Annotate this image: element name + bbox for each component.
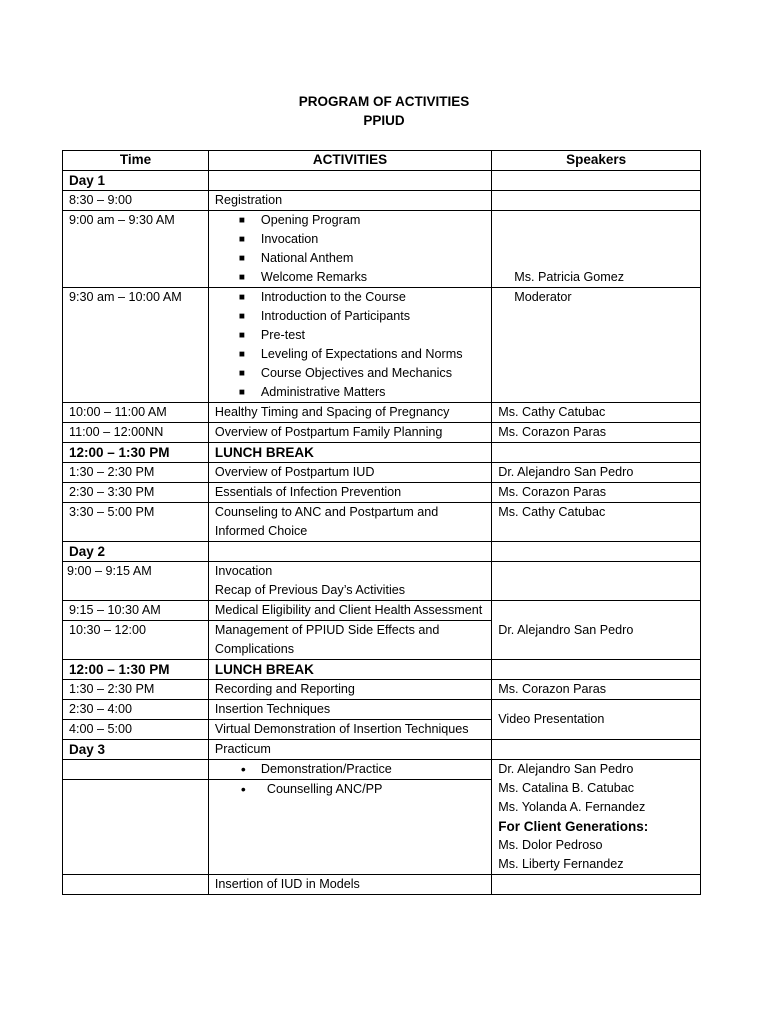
client-heading: For Client Generations: (498, 819, 649, 834)
activity-cell: Overview of Postpartum IUD (208, 463, 491, 483)
activity-cell (208, 780, 491, 875)
time-cell: 9:30 am – 10:00 AM (63, 288, 209, 403)
day-row (63, 171, 701, 191)
activity-cell (208, 760, 491, 780)
activity-cell: Management of PPIUD Side Effects and Complications (208, 621, 491, 660)
activity-cell: Recording and Reporting (208, 680, 491, 700)
time-cell: 2:30 – 4:00 (63, 700, 209, 720)
table-row (63, 875, 701, 895)
time-cell: 10:30 – 12:00 (63, 621, 209, 660)
header-speakers: Speakers (492, 151, 701, 171)
speaker-name: Ms. Patricia Gomez (514, 270, 625, 284)
speaker-cell (492, 211, 701, 288)
time-cell: 9:00 – 9:15 AM (63, 562, 209, 601)
time-cell: 11:00 – 12:00NN (63, 423, 209, 443)
activity-list (215, 288, 485, 402)
list-item: ■ Course Objectives and Mechanics (239, 364, 485, 383)
activity-line: Invocation (214, 564, 273, 578)
activity-cell: Insertion Techniques (208, 700, 491, 720)
activity-cell: LUNCH BREAK (208, 443, 491, 463)
time-cell: 9:15 – 10:30 AM (63, 601, 209, 621)
list-item: ■ Opening Program (239, 211, 485, 230)
activity-cell: Registration (208, 191, 491, 211)
day-label: Day 1 (63, 171, 209, 191)
speaker-cell: Ms. Cathy Catubac (492, 503, 701, 542)
table-row (63, 660, 701, 680)
speaker-name: Ms. Yolanda A. Fernandez (498, 800, 646, 814)
time-cell: 9:00 am – 9:30 AM (63, 211, 209, 288)
header-row (63, 151, 701, 171)
activity-cell: Counseling to ANC and Postpartum and Informed Choice (208, 503, 491, 542)
time-cell: 12:00 – 1:30 PM (63, 660, 209, 680)
speaker-cell (492, 288, 701, 403)
table-row (63, 423, 701, 443)
speaker-cell: Ms. Corazon Paras (492, 680, 701, 700)
program-table (62, 150, 701, 895)
activity-cell: Medical Eligibility and Client Health Assessment (208, 601, 491, 621)
table-row (63, 443, 701, 463)
table-row (63, 760, 701, 780)
table-row (63, 211, 701, 288)
header-time: Time (63, 151, 209, 171)
day-row (63, 740, 701, 760)
table-row (63, 503, 701, 542)
time-cell: 1:30 – 2:30 PM (63, 463, 209, 483)
activity-list (215, 211, 485, 287)
speaker-cell: Video Presentation (492, 700, 701, 740)
speaker-cell: Dr. Alejandro San Pedro (492, 463, 701, 483)
activity-cell (208, 288, 491, 403)
speaker-name: Ms. Liberty Fernandez (498, 857, 624, 871)
table-row (63, 403, 701, 423)
header-activities: ACTIVITIES (208, 151, 491, 171)
activity-cell: Overview of Postpartum Family Planning (208, 423, 491, 443)
time-cell: 10:00 – 11:00 AM (63, 403, 209, 423)
list-item: ■ Pre-test (239, 326, 485, 345)
table-row (63, 601, 701, 621)
document-subtitle: PPIUD (363, 113, 405, 128)
speaker-cell: Ms. Cathy Catubac (492, 403, 701, 423)
speaker-name: Dr. Alejandro San Pedro (498, 762, 634, 776)
time-cell: 12:00 – 1:30 PM (63, 443, 209, 463)
table-row (63, 483, 701, 503)
activity-cell: Healthy Timing and Spacing of Pregnancy (208, 403, 491, 423)
day-row (63, 542, 701, 562)
list-item: • Demonstration/Practice (241, 760, 485, 779)
time-cell: 2:30 – 3:30 PM (63, 483, 209, 503)
activity-cell: Essentials of Infection Prevention (208, 483, 491, 503)
table-row (63, 288, 701, 403)
activity-cell: Practicum (208, 740, 491, 760)
list-item: ■ Welcome Remarks (239, 268, 485, 287)
speaker-cell (492, 760, 701, 875)
table-row (63, 463, 701, 483)
speaker-cell: Dr. Alejandro San Pedro (492, 601, 701, 660)
table-row (63, 700, 701, 720)
table-row (63, 680, 701, 700)
list-item: ■ Introduction to the Course (239, 288, 485, 307)
time-cell: 1:30 – 2:30 PM (63, 680, 209, 700)
activity-cell: Virtual Demonstration of Insertion Techniques (208, 720, 491, 740)
list-item: ■ Leveling of Expectations and Norms (239, 345, 485, 364)
time-cell: 4:00 – 5:00 (63, 720, 209, 740)
speaker-name: Ms. Catalina B. Catubac (498, 781, 635, 795)
speaker-cell: Ms. Corazon Paras (492, 423, 701, 443)
list-item: ■ Invocation (239, 230, 485, 249)
table-row (63, 191, 701, 211)
time-cell: 3:30 – 5:00 PM (63, 503, 209, 542)
activity-list (215, 760, 485, 779)
activity-list (215, 780, 485, 799)
time-cell: 8:30 – 9:00 (63, 191, 209, 211)
activity-cell: LUNCH BREAK (208, 660, 491, 680)
activity-cell (208, 562, 491, 601)
list-item: ■ National Anthem (239, 249, 485, 268)
activity-cell (208, 211, 491, 288)
activity-line: Recap of Previous Day’s Activities (214, 583, 406, 597)
list-item: ■ Introduction of Participants (239, 307, 485, 326)
day-label: Day 2 (63, 542, 209, 562)
speaker-role: Moderator (514, 290, 572, 304)
table-row (63, 562, 701, 601)
activity-cell: Insertion of IUD in Models (208, 875, 491, 895)
speaker-cell: Ms. Corazon Paras (492, 483, 701, 503)
list-item: ■ Administrative Matters (239, 383, 485, 402)
day-label: Day 3 (63, 740, 209, 760)
document-title: PROGRAM OF ACTIVITIES (298, 94, 470, 109)
list-item: • Counselling ANC/PP (241, 780, 485, 799)
speaker-name: Ms. Dolor Pedroso (498, 838, 603, 852)
